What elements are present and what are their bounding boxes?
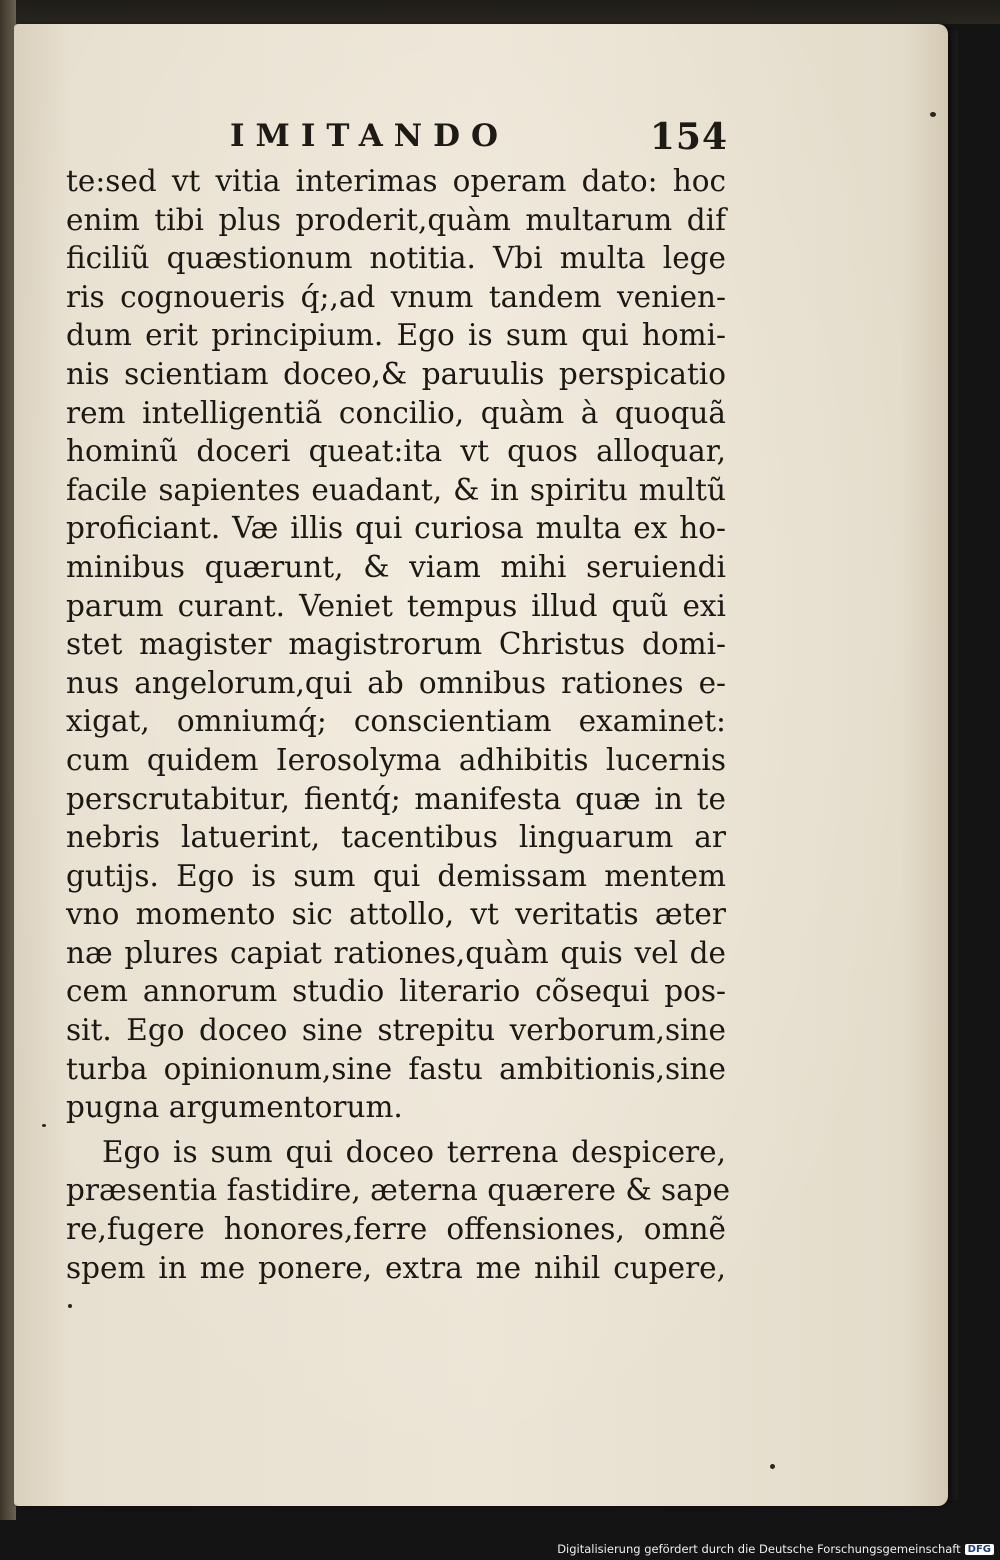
paper-speck: [770, 1464, 775, 1469]
text-line: proficiant. Væ illis qui curiosa multa ex ho-: [66, 511, 726, 546]
text-line: cem annorum studio literario cõsequi pos-: [66, 974, 726, 1009]
text-line: minibus quærunt, & viam mihi seruiendi: [66, 549, 726, 584]
text-line: sit. Ego doceo sine strepitu verborum,sine: [66, 1013, 726, 1048]
paragraph-2: [66, 1133, 731, 1287]
text-line: Ego is sum qui doceo terrena despicere,: [102, 1134, 726, 1169]
text-line: ficiliũ quæstionum notitia. Vbi multa lege: [66, 241, 726, 276]
text-line: turba opinionum,sine fastu ambitionis,sine: [66, 1051, 726, 1086]
dfg-logo: DFG: [965, 1544, 994, 1555]
text-line: facile sapientes euadant, & in spiritu multũ: [66, 472, 726, 507]
text-line: te:sed vt vitia interimas operam dato: hoc: [66, 164, 726, 198]
text-line: nis scientiam doceo,& paruulis perspicatio: [66, 356, 726, 391]
text-line: parum curant. Veniet tempus illud quũ exi: [66, 588, 726, 623]
credit-text: Digitalisierung gefördert durch die Deutsche Forschungsgemeinschaft: [557, 1542, 961, 1556]
book-top-edge: [0, 0, 1000, 24]
running-head: [230, 118, 730, 164]
paper-speck: [42, 1124, 46, 1127]
text-line: re,fugere honores,ferre offensiones, omnẽ: [66, 1212, 726, 1247]
text-line: stet magister magistrorum Christus domi-: [66, 627, 726, 662]
text-line: præsentia fastidire, æterna quærere & sape: [66, 1173, 731, 1208]
paper-speck: [930, 112, 936, 117]
text-line: perscrutabitur, fientq́; manifesta quæ in te: [66, 781, 726, 816]
text-line: pugna argumentorum.: [66, 1090, 403, 1125]
text-line: vno momento sic attollo, vt veritatis æter: [66, 897, 726, 932]
text-line: ris cognoueris q́;,ad vnum tandem venien-: [66, 279, 726, 314]
digitization-credit: [557, 1542, 994, 1556]
paragraph-1: [66, 162, 726, 1127]
text-line: gutijs. Ego is sum qui demissam mentem: [66, 858, 726, 893]
text-line: hominũ doceri queat:ita vt quos alloquar,: [66, 434, 726, 469]
text-line: xigat, omniumq́; conscientiam examinet:: [66, 704, 726, 739]
page-number: 154: [649, 116, 728, 158]
paper-speck: [68, 1304, 72, 1308]
text-line: rem intelligentiã concilio, quàm à quoquã: [66, 395, 726, 430]
text-line: enim tibi plus proderit,quàm multarum dif: [66, 202, 726, 237]
running-head-title: IMITANDO: [230, 118, 509, 154]
text-line: cum quidem Ierosolyma adhibitis lucernis: [66, 742, 726, 777]
text-line: nebris latuerint, tacentibus linguarum ar: [66, 820, 726, 855]
body-text: [66, 162, 731, 1287]
text-line: næ plures capiat rationes,quàm quis vel de: [66, 935, 726, 970]
text-line: nus angelorum,qui ab omnibus rationes e-: [66, 665, 726, 700]
text-line: dum erit principium. Ego is sum qui homi-: [66, 318, 726, 353]
text-line: spem in me ponere, extra me nihil cupere,: [66, 1250, 726, 1285]
